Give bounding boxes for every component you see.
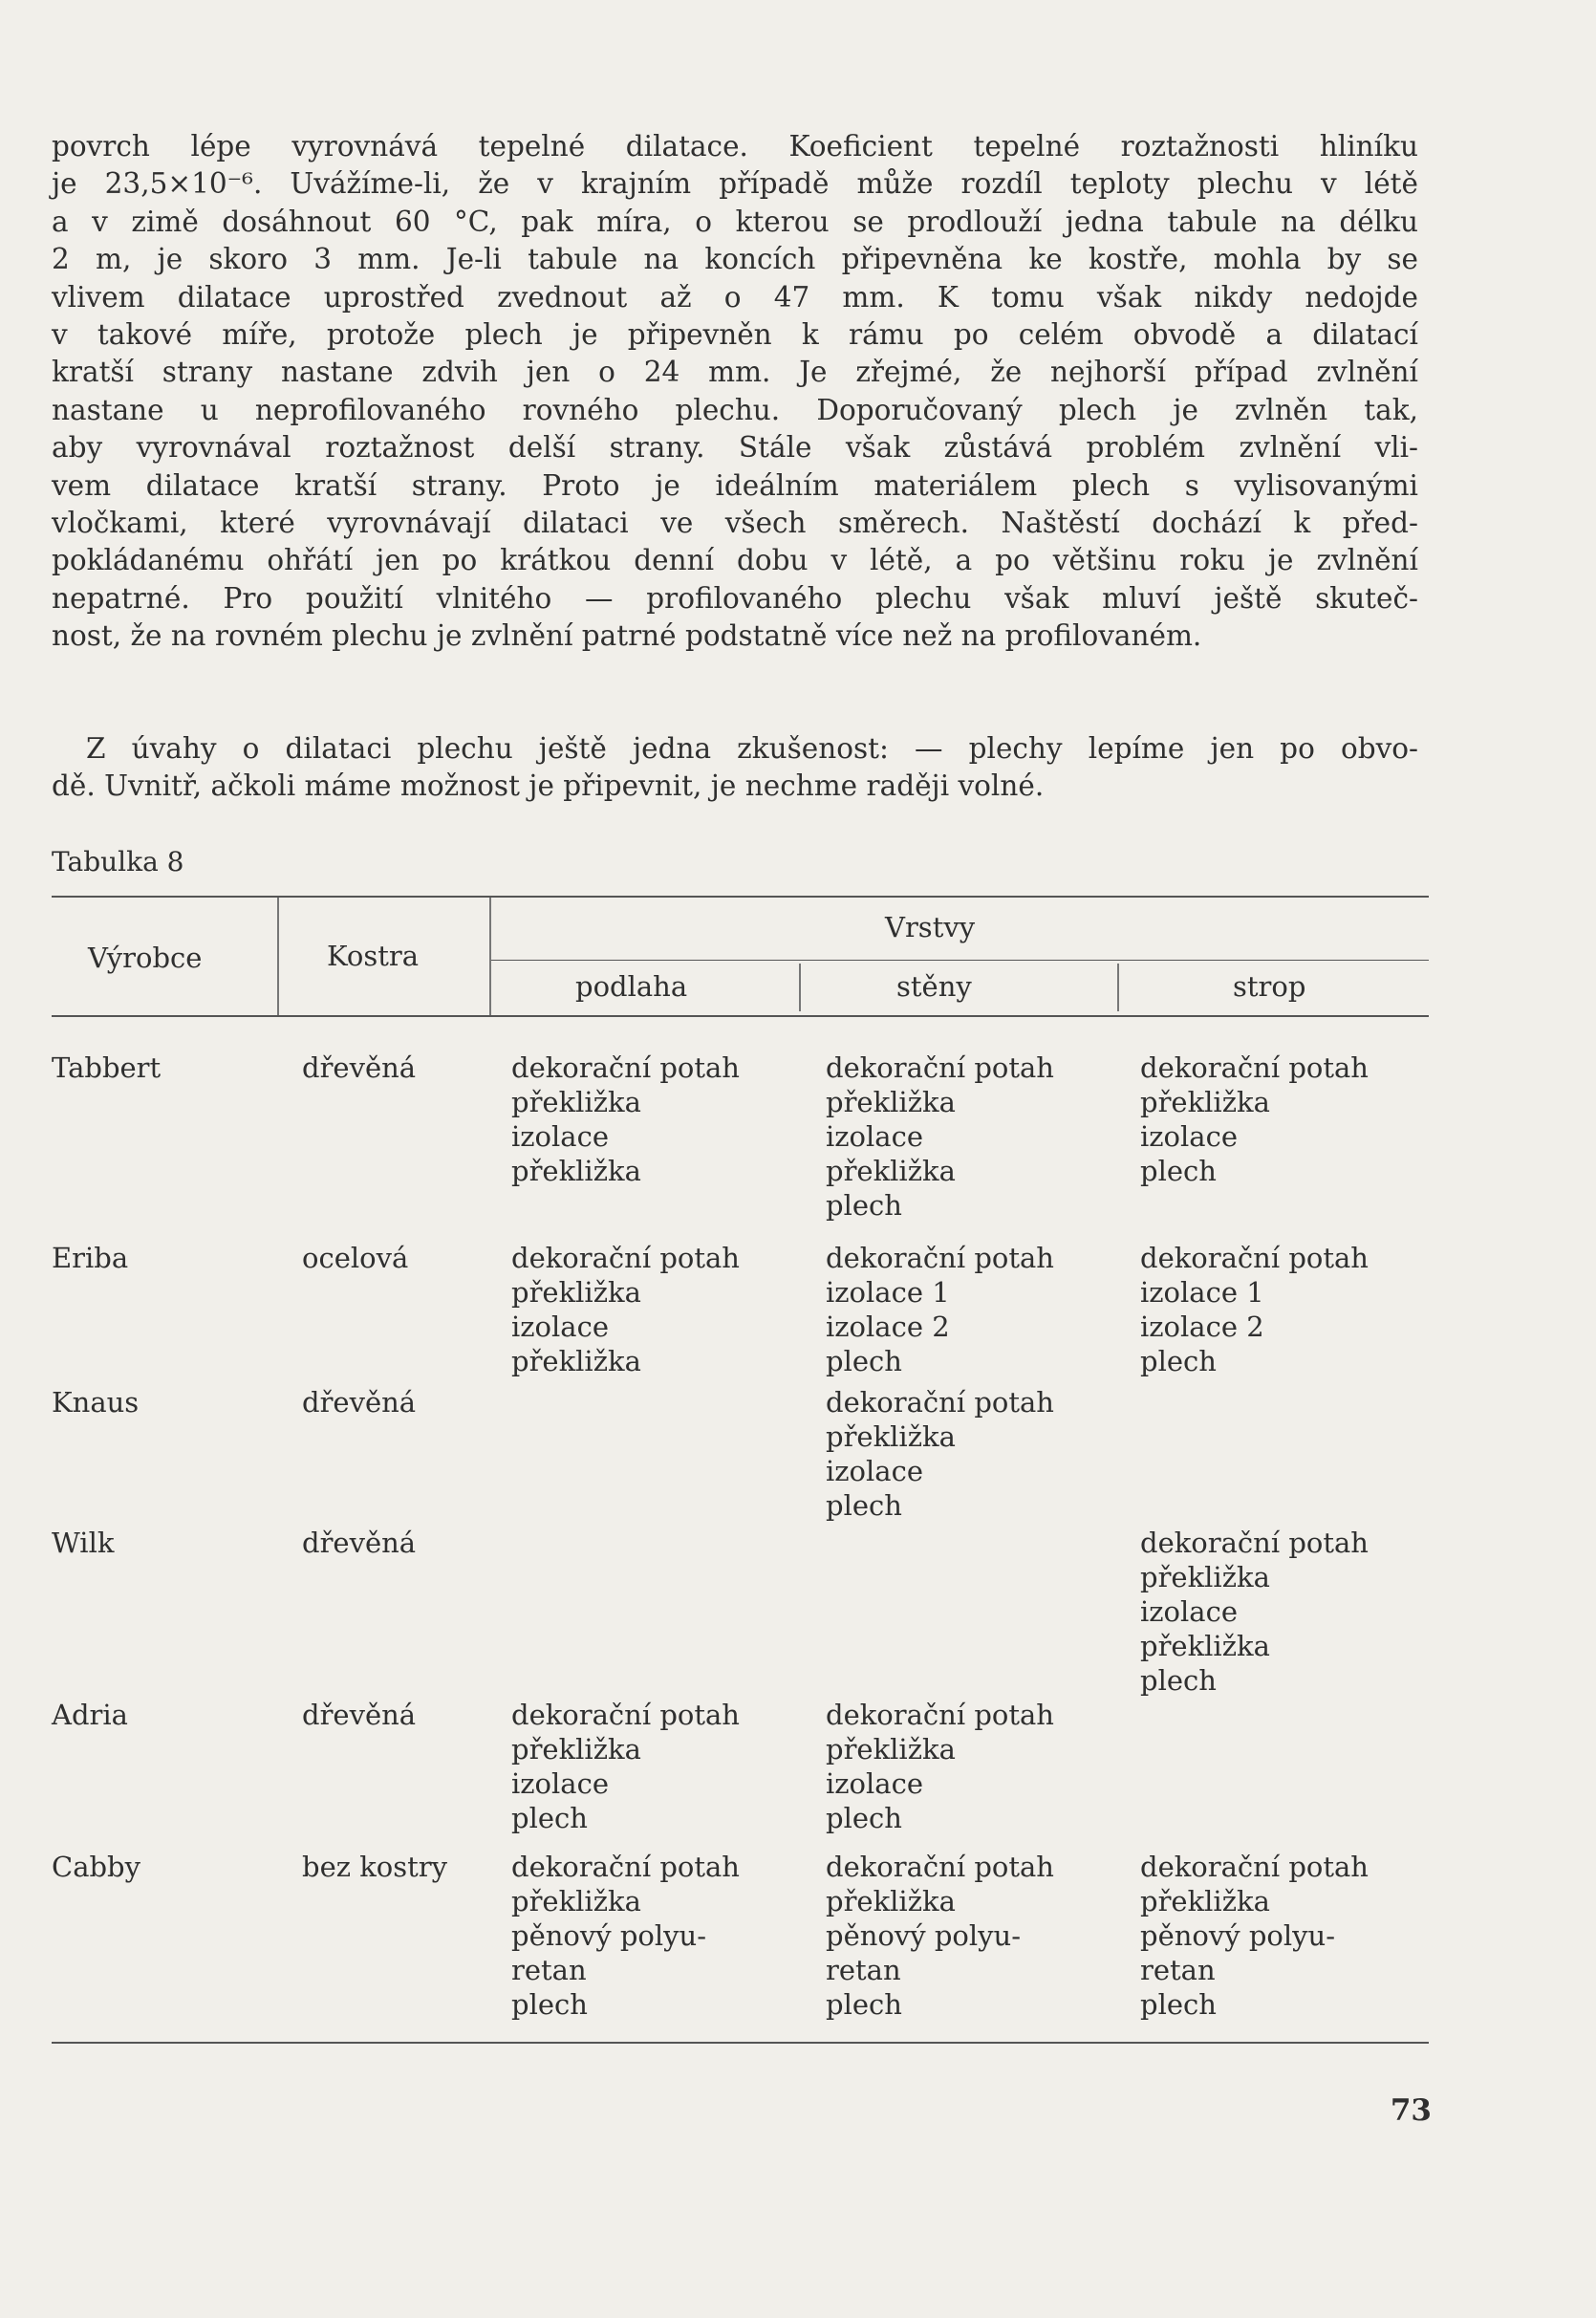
layer-item: izolace bbox=[511, 1311, 609, 1343]
layer-item: dekorační potah bbox=[826, 1851, 1054, 1883]
text-line: nastane u neprofilovaného rovného plechu. Doporučovaný plech je zvlněn tak, bbox=[52, 393, 1418, 426]
cell-frame: bez kostry bbox=[302, 1851, 448, 1883]
layer-item: izolace bbox=[1140, 1595, 1238, 1628]
table-top-rule bbox=[52, 896, 1429, 898]
layer-item: plech bbox=[511, 1802, 588, 1834]
text-line: nepatrné. Pro použití vlnitého — profilovaného plechu však mluví ještě skuteč- bbox=[52, 581, 1418, 615]
layer-item: dekorační potah bbox=[511, 1699, 740, 1731]
cell-walls-layers bbox=[826, 1385, 1054, 1523]
cell-floor-layers bbox=[511, 1051, 740, 1188]
layer-item: dekorační potah bbox=[511, 1242, 740, 1274]
cell-frame: dřevěná bbox=[302, 1527, 417, 1559]
text-line: pokládanému ohřátí jen po krátkou denní dobu v létě, a po většinu roku je zvlnění bbox=[52, 544, 1418, 577]
layer-item: izolace bbox=[511, 1120, 609, 1153]
layer-item: plech bbox=[511, 1988, 588, 2021]
cell-walls-layers bbox=[826, 1850, 1054, 2022]
layer-item: překližka bbox=[1140, 1630, 1270, 1662]
header-walls: stěny bbox=[896, 970, 972, 1003]
header-manufacturer: Výrobce bbox=[88, 942, 203, 974]
layer-item: retan bbox=[511, 1954, 587, 1986]
layer-item: překližka bbox=[1140, 1086, 1270, 1118]
table-caption: Tabulka 8 bbox=[52, 846, 184, 877]
text-line: nost, že na rovném plechu je zvlnění patrné podstatně více než na profilovaném. bbox=[52, 619, 1202, 653]
layer-item: plech bbox=[1140, 1345, 1217, 1377]
cell-frame: dřevěná bbox=[302, 1386, 417, 1419]
layer-item: překližka bbox=[826, 1733, 956, 1766]
layer-item: plech bbox=[826, 1489, 902, 1522]
layer-item: dekorační potah bbox=[1140, 1242, 1369, 1274]
layer-item: plech bbox=[1140, 1988, 1217, 2021]
cell-frame: dřevěná bbox=[302, 1051, 417, 1084]
cell-walls-layers bbox=[826, 1051, 1054, 1223]
layer-item: retan bbox=[1140, 1954, 1216, 1986]
text-line: povrch lépe vyrovnává tepelné dilatace. Koeficient tepelné roztažnosti hliníku bbox=[52, 130, 1418, 162]
table-bottom-rule bbox=[52, 2042, 1429, 2044]
layer-item: překližka bbox=[511, 1276, 641, 1309]
header-ceiling: strop bbox=[1233, 970, 1306, 1003]
subheader-divider bbox=[1117, 964, 1119, 1011]
layer-item: dekorační potah bbox=[826, 1051, 1054, 1084]
layer-item: překližka bbox=[511, 1885, 641, 1917]
text-line: 2 m, je skoro 3 mm. Je-li tabule na koncích připevněna ke kostře, mohla by se bbox=[52, 243, 1418, 276]
layer-item: izolace bbox=[1140, 1120, 1238, 1153]
layer-item: dekorační potah bbox=[1140, 1051, 1369, 1084]
cell-manufacturer: Knaus bbox=[52, 1386, 140, 1419]
layer-item: překližka bbox=[826, 1155, 956, 1187]
header-floor: podlaha bbox=[575, 970, 688, 1003]
cell-frame: ocelová bbox=[302, 1242, 409, 1274]
layer-item: izolace bbox=[511, 1767, 609, 1800]
text-line: dě. Uvnitř, ačkoli máme možnost je připevnit, je nechme raději volné. bbox=[52, 769, 1045, 803]
layer-item: pěnový polyu- bbox=[1140, 1919, 1336, 1952]
text-line: kratší strany nastane zdvih jen o 24 mm. Je zřejmé, že nejhorší případ zvlnění bbox=[52, 356, 1418, 389]
layer-item: překližka bbox=[1140, 1885, 1270, 1917]
header-layers: Vrstvy bbox=[885, 911, 976, 943]
layer-item: dekorační potah bbox=[511, 1851, 740, 1883]
text-line: vlivem dilatace uprostřed zvednout až o 47 mm. K tomu však nikdy nedojde bbox=[52, 280, 1418, 314]
text-line: je 23,5×10⁻⁶. Uvážíme-li, že v krajním případě může rozdíl teploty plechu v létě bbox=[52, 167, 1418, 201]
cell-manufacturer: Tabbert bbox=[52, 1051, 162, 1084]
layer-item: izolace 2 bbox=[826, 1311, 950, 1343]
cell-manufacturer: Adria bbox=[52, 1699, 128, 1731]
cell-floor-layers bbox=[511, 1698, 740, 1835]
header-divider bbox=[277, 898, 279, 1015]
layer-item: plech bbox=[826, 1802, 902, 1834]
cell-floor-layers bbox=[511, 1850, 740, 2022]
layer-item: dekorační potah bbox=[826, 1699, 1054, 1731]
layer-item: překližka bbox=[511, 1155, 641, 1187]
layer-item: plech bbox=[826, 1345, 902, 1377]
cell-walls-layers bbox=[826, 1698, 1054, 1835]
body-paragraph bbox=[52, 730, 1418, 806]
cell-walls-layers bbox=[826, 1241, 1054, 1378]
cell-manufacturer: Cabby bbox=[52, 1851, 140, 1883]
header-bottom-rule bbox=[52, 1015, 1429, 1017]
text-line: aby vyrovnával roztažnost delší strany. Stále však zůstává problém zvlnění vli- bbox=[52, 431, 1418, 465]
layer-item: izolace 1 bbox=[826, 1276, 950, 1309]
layer-item: překližka bbox=[511, 1733, 641, 1766]
cell-floor-layers bbox=[511, 1241, 740, 1378]
header-frame: Kostra bbox=[327, 940, 420, 972]
layer-item: dekorační potah bbox=[1140, 1851, 1369, 1883]
layer-item: dekorační potah bbox=[511, 1051, 740, 1084]
layer-item: překližka bbox=[826, 1086, 956, 1118]
layer-item: pěnový polyu- bbox=[826, 1919, 1022, 1952]
layer-item: dekorační potah bbox=[826, 1386, 1054, 1419]
page-number: 73 bbox=[1390, 2093, 1432, 2128]
layers-subheader-rule bbox=[489, 960, 1429, 961]
layer-item: izolace 1 bbox=[1140, 1276, 1264, 1309]
layer-item: plech bbox=[826, 1189, 902, 1222]
layer-item: izolace bbox=[826, 1455, 923, 1487]
layer-item: překližka bbox=[826, 1885, 956, 1917]
text-line: vločkami, které vyrovnávají dilataci ve všech směrech. Naštěstí dochází k před- bbox=[52, 506, 1418, 539]
layer-item: dekorační potah bbox=[1140, 1527, 1369, 1559]
layer-item: překližka bbox=[1140, 1561, 1270, 1593]
subheader-divider bbox=[799, 964, 801, 1011]
layer-item: plech bbox=[1140, 1664, 1217, 1697]
layer-item: izolace 2 bbox=[1140, 1311, 1264, 1343]
header-divider bbox=[489, 898, 491, 1015]
layer-item: dekorační potah bbox=[826, 1242, 1054, 1274]
layer-item: plech bbox=[1140, 1155, 1217, 1187]
cell-manufacturer: Wilk bbox=[52, 1527, 115, 1559]
cell-frame: dřevěná bbox=[302, 1699, 417, 1731]
layer-item: izolace bbox=[826, 1120, 923, 1153]
layer-item: překližka bbox=[511, 1345, 641, 1377]
cell-ceiling-layers bbox=[1140, 1526, 1369, 1698]
text-line: v takové míře, protože plech je připevněn k rámu po celém obvodě a dilatací bbox=[52, 317, 1418, 351]
layer-item: plech bbox=[826, 1988, 902, 2021]
layer-item: překližka bbox=[826, 1420, 956, 1453]
text-line: vem dilatace kratší strany. Proto je ideálním materiálem plech s vylisovanými bbox=[52, 468, 1418, 502]
cell-ceiling-layers bbox=[1140, 1241, 1369, 1378]
text-line: a v zimě dosáhnout 60 °C, pak míra, o kterou se prodlouží jedna tabule na délku bbox=[52, 205, 1418, 238]
layer-item: retan bbox=[826, 1954, 901, 1986]
body-paragraph bbox=[52, 128, 1418, 655]
text-line: Z úvahy o dilataci plechu ještě jedna zkušenost: — plechy lepíme jen po obvo- bbox=[86, 732, 1418, 765]
layer-item: pěnový polyu- bbox=[511, 1919, 707, 1952]
cell-ceiling-layers bbox=[1140, 1850, 1369, 2022]
cell-ceiling-layers bbox=[1140, 1051, 1369, 1188]
layer-item: izolace bbox=[826, 1767, 923, 1800]
layer-item: překližka bbox=[511, 1086, 641, 1118]
cell-manufacturer: Eriba bbox=[52, 1242, 129, 1274]
